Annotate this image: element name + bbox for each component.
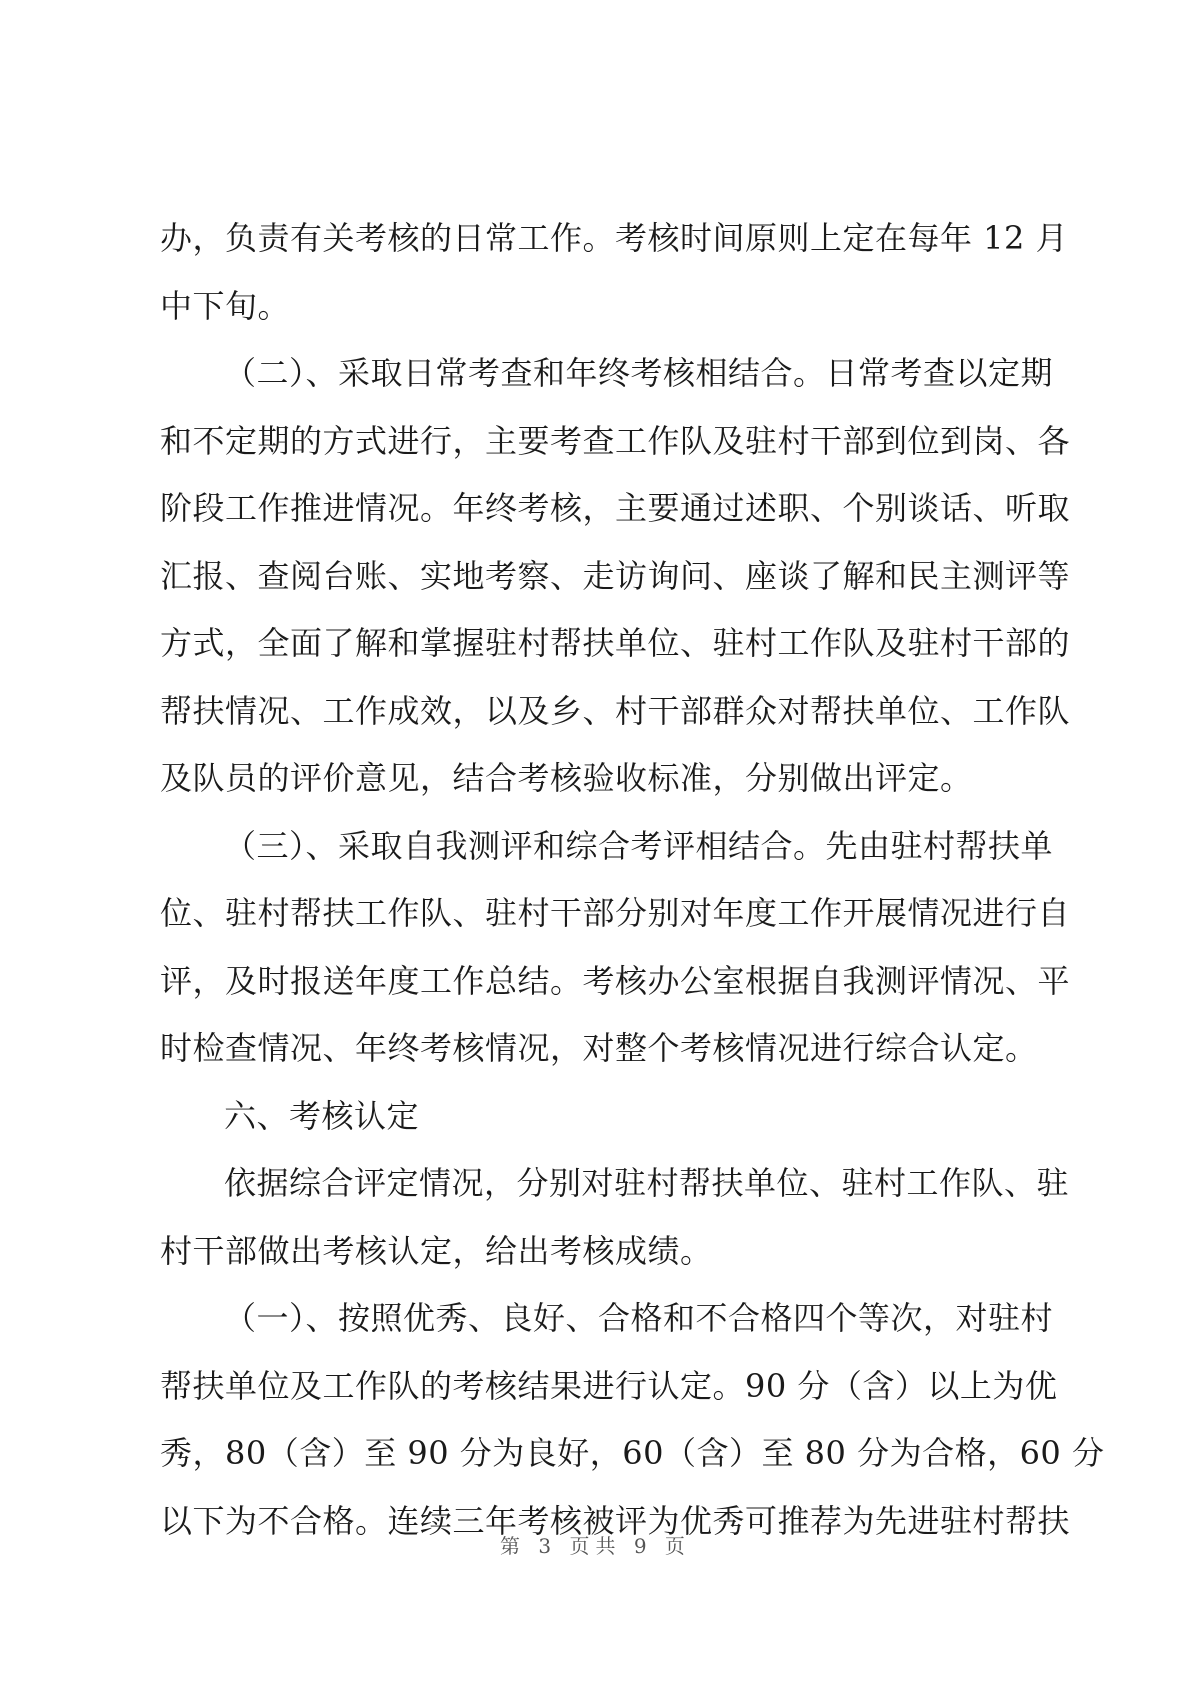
text-line: 村干部做出考核认定，给出考核成绩。 (160, 1231, 713, 1270)
text-line: 时检查情况、年终考核情况，对整个考核情况进行综合认定。 (160, 1029, 1038, 1067)
body-text (160, 205, 1105, 1555)
text-line: 中下旬。 (160, 286, 291, 325)
text-line: 及队员的评价意见，结合考核验收标准，分别做出评定。 (160, 759, 973, 797)
text-line: 位、驻村帮扶工作队、驻村干部分别对年度工作开展情况进行自 (160, 894, 1071, 932)
text-line: 和不定期的方式进行，主要考查工作队及驻村干部到位到岗、各 (160, 421, 1071, 460)
text-line: 帮扶单位及工作队的考核结果进行认定。90 分（含）以上为优 (160, 1366, 1058, 1405)
text-line: 评，及时报送年度工作总结。考核办公室根据自我测评情况、平 (160, 961, 1071, 1000)
text-line: 阶段工作推进情况。年终考核，主要通过述职、个别谈话、听取 (160, 489, 1071, 527)
text-line: 方式，全面了解和掌握驻村帮扶单位、驻村工作队及驻村干部的 (160, 624, 1071, 662)
text-line: 帮扶情况、工作成效，以及乡、村干部群众对帮扶单位、工作队 (160, 691, 1071, 730)
text-line: 以下为不合格。连续三年考核被评为优秀可推荐为先进驻村帮扶 (160, 1501, 1071, 1540)
section-heading: 六、考核认定 (224, 1096, 420, 1135)
paragraph-start-line: （三）、采取自我测评和综合考评相结合。先由驻村帮扶单 (224, 826, 1054, 865)
text-line: 秀，80（含）至 90 分为良好，60（含）至 80 分为合格，60 分 (160, 1434, 1105, 1472)
page-number-footer: 第 3 页共 9 页 (500, 1534, 691, 1558)
paragraph-start-line: （二）、采取日常考查和年终考核相结合。日常考查以定期 (224, 354, 1054, 392)
paragraph-start-line: （一）、按照优秀、良好、合格和不合格四个等次，对驻村 (224, 1299, 1054, 1337)
text-line: 办，负责有关考核的日常工作。考核时间原则上定在每年 12 月 (160, 219, 1069, 257)
text-line: 汇报、查阅台账、实地考察、走访询问、座谈了解和民主测评等 (160, 556, 1071, 595)
paragraph-start-line: 依据综合评定情况，分别对驻村帮扶单位、驻村工作队、驻 (224, 1164, 1070, 1202)
